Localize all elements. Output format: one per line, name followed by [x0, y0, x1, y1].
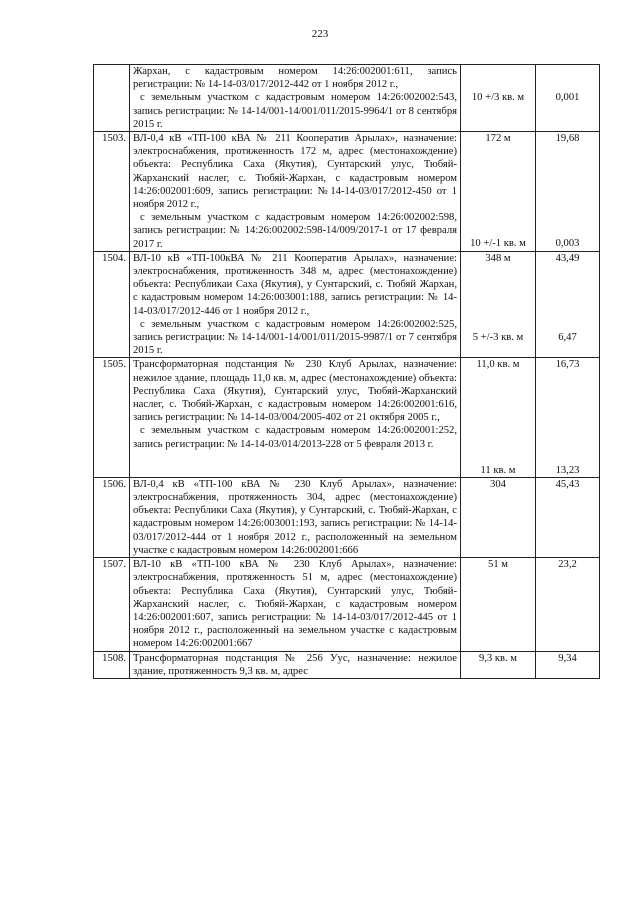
- quantity-value: 348 м: [485, 252, 511, 264]
- quantity-value: 304: [490, 478, 506, 490]
- row-number: [94, 65, 130, 132]
- object-value: [536, 132, 600, 252]
- object-quantity: [461, 558, 536, 651]
- object-description: [130, 251, 461, 358]
- row-number: 1504.: [94, 251, 130, 358]
- land-value-amount: 6,47: [558, 332, 577, 344]
- table-row: [94, 651, 600, 678]
- quantity-value: 11,0 кв. м: [476, 359, 520, 371]
- property-registry-table: [93, 64, 600, 679]
- object-quantity: [461, 132, 536, 252]
- value-amount: 0,001: [555, 92, 580, 103]
- page-number: 223: [311, 28, 329, 40]
- land-quantity-value: 10 +/-1 кв. м: [470, 238, 526, 250]
- land-value-amount: 0,003: [555, 238, 580, 250]
- object-quantity: [461, 65, 536, 132]
- object-text: ВЛ-0,4 кВ «ТП-100 кВА № 211 Кооператив Арылах», назначение: электроснабжения, протяженность 172 м, адрес (местонахождение) объекта: Республика Саха (Якутия), Сунтарский улус, Тюбяй-Жарханский наслег, с. Тюбяй-Жархан, с кадастровым номером 14:26:002001:609, запись регистрации: №14-14-03/017/2012-450 от 1 ноября 2012 г.,: [133, 133, 457, 211]
- row-number: 1503.: [94, 132, 130, 252]
- object-quantity: [461, 358, 536, 477]
- quantity-value: 172 м: [485, 133, 511, 145]
- value-amount: 9,34: [558, 652, 577, 664]
- land-plot-text: с земельным участком с кадастровым номером 14:26:002002:525, запись регистрации: № 14-14/001-14/001/011/2015-9987/1 от 7 сентября 2015 г.: [133, 318, 457, 357]
- object-quantity: [461, 251, 536, 358]
- value-amount: 16,73: [555, 359, 580, 371]
- object-text: ВЛ-10 кВ «ТП-100кВА № 211 Кооператив Арылах», назначение: электроснабжения, протяженность 348 м, адрес (местонахождение) объекта: Республикаи Саха (Якутия), у Сунтарский, с. Тюбяй Жархан, с кадастровым номером 14:26:003001:188, запись регистрации: № 14-14-03/017/2012-446 от 1 ноября 2012 г.,: [133, 252, 457, 317]
- land-quantity-value: 5 +/-3 кв. м: [472, 332, 524, 344]
- row-number: 1505.: [94, 358, 130, 477]
- object-value: [536, 358, 600, 477]
- value-amount: 45,43: [555, 478, 580, 490]
- table-row: [94, 132, 600, 252]
- quantity-value: 9,3 кв. м: [478, 652, 518, 664]
- row-number: 1508.: [94, 651, 130, 678]
- row-number: 1506.: [94, 477, 130, 557]
- land-plot-text: с земельным участком с кадастровым номером 14:26:002002:598, запись регистрации: № 14:26:002002:598-14/009/2017-1 от 17 февраля 2017 г.: [133, 212, 457, 250]
- object-description: [130, 358, 461, 477]
- object-description: [130, 651, 461, 678]
- row-number: 1507.: [94, 558, 130, 651]
- table-row: [94, 251, 600, 358]
- object-value: [536, 651, 600, 678]
- quantity-value: 51 м: [488, 559, 508, 571]
- land-quantity-value: 11 кв. м: [480, 464, 516, 476]
- object-value: [536, 558, 600, 651]
- value-amount: 43,49: [555, 252, 580, 264]
- land-plot-text: с земельным участком с кадастровым номером 14:26:002002:543, запись регистрации: № 14-14/001-14/001/011/2015-9964/1 от 8 сентября 2015 г.: [133, 92, 457, 130]
- object-text: ВЛ-10 кВ «ТП-100 кВА № 230 Клуб Арылах», назначение: электроснабжения, протяженность 51 м, адрес (местонахождение) объекта: Республика Саха (Якутия), Сунтарский улус, Тюбяй-Жарханский наслег, с. Тюбяй-Жархан, с кадастровым номером 14:26:002001:607, запись регистрации: № 14-14-03/017/2012-445 от 1 ноября 2012 г., расположенный на земельном участке с кадастровым номером 14:26:002001:667: [133, 559, 457, 650]
- object-value: [536, 251, 600, 358]
- table-row: [94, 65, 600, 132]
- table-row: [94, 558, 600, 651]
- value-amount: 23,2: [558, 559, 577, 571]
- object-description: [130, 132, 461, 252]
- value-amount: 19,68: [555, 133, 580, 145]
- object-text: Трансформаторная подстанция № 230 Клуб Арылах, назначение: нежилое здание, площадь 11,0 кв. м, адрес (местонахождение) объекта: Республика Саха (Якутия), Сунтарский улус, Тюбяй-Жарханский наслег, с. Тюбяй-Жархан, с кадастровым номером 14:26:002001:616, запись регистрации: № 14-14-03/004/2005-402 от 21 октября 2005 г.,: [133, 359, 457, 424]
- land-plot-text: с земельным участком с кадастровым номером 14:26:002001:252, запись регистрации: № 14-14-03/014/2013-228 от 5 февраля 2013 г.: [133, 425, 457, 450]
- object-value: [536, 477, 600, 557]
- object-description: [130, 558, 461, 651]
- object-value: [536, 65, 600, 132]
- table-row: [94, 477, 600, 557]
- object-text: Жархан, с кадастровым номером 14:26:002001:611, запись регистрации: № 14-14-03/017/2012-442 от 1 ноября 2012 г.,: [133, 66, 457, 91]
- table-row: [94, 358, 600, 477]
- land-value-amount: 13,23: [555, 464, 580, 476]
- object-description: [130, 477, 461, 557]
- object-quantity: [461, 651, 536, 678]
- object-text: ВЛ-0,4 кВ «ТП-100 кВА № 230 Клуб Арылах», назначение: электроснабжения, протяженность 304, адрес (местонахождение) объекта: Республики Саха (Якутия), у Сунтарский, с. Тюбяй-Жархан, с кадастровым номером 14:26:003001:193, запись регистрации: № 14-14-03/017/2012-444 от 1 ноября 2012 г., расположенный на земельном участке с кадастровым номером 14:26:002001:666: [133, 478, 457, 556]
- quantity-value: 10 +/3 кв. м: [471, 92, 525, 103]
- object-description: [130, 65, 461, 132]
- object-quantity: [461, 477, 536, 557]
- object-text: Трансформаторная подстанция № 256 Уус, назначение: нежилое здание, протяженность 9,3 кв. м, адрес: [133, 652, 457, 677]
